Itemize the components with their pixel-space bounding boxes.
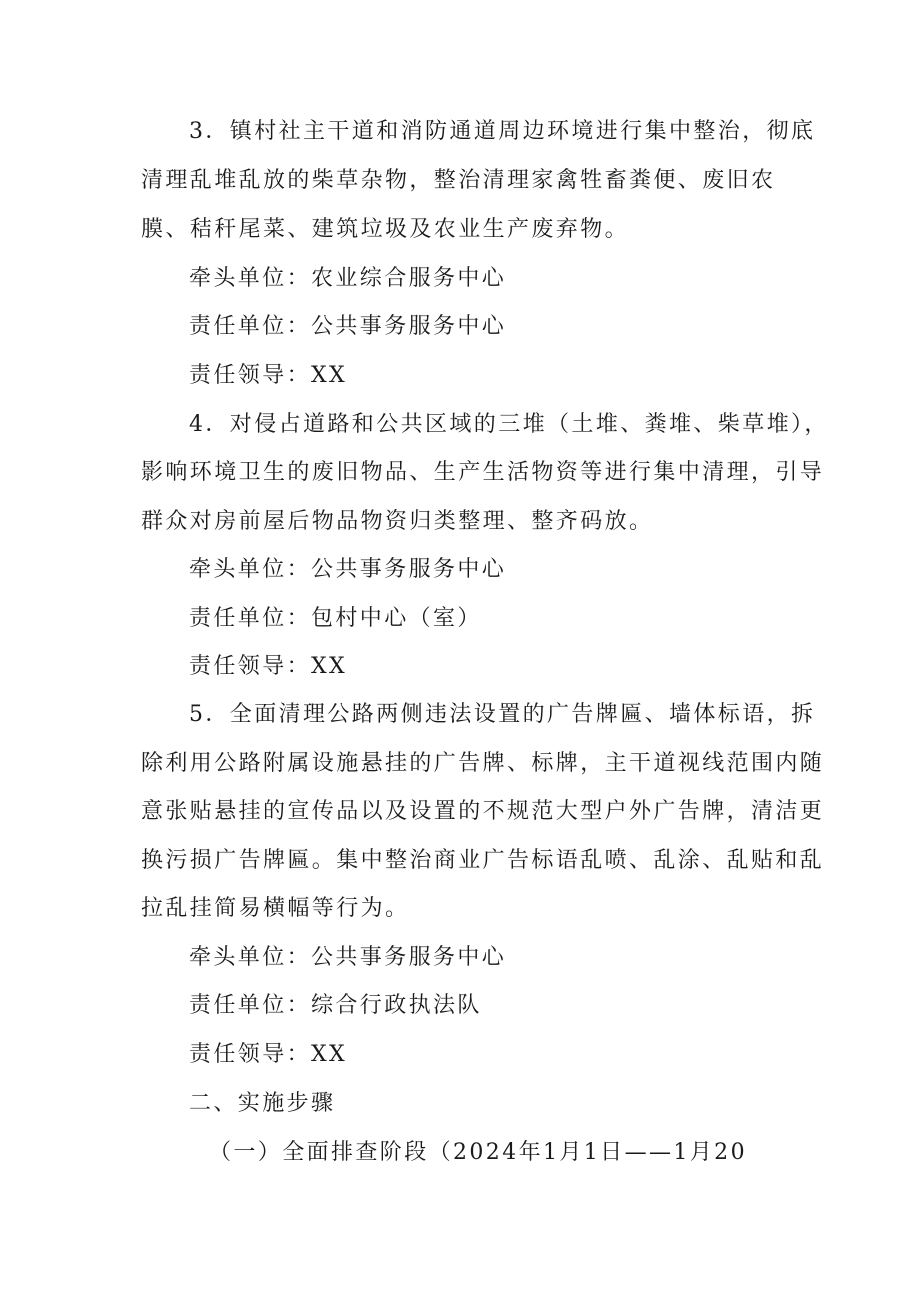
item-5-line-5: 拉乱挂简易横幅等行为。 <box>141 896 410 921</box>
section-heading: 二、实施步骤 <box>189 1091 336 1116</box>
item-5-line-2: 除利用公路附属设施悬挂的广告牌、标牌，主干道视线范围内随 <box>141 751 825 776</box>
item-3-resp-unit: 责任单位：公共事务服务中心 <box>189 314 507 339</box>
item-5-line-1: 5．全面清理公路两侧违法设置的广告牌匾、墙体标语，拆 <box>189 702 816 727</box>
item-3-resp-leader: 责任领导：XX <box>189 363 348 388</box>
item-3-line-3: 膜、秸秆尾菜、建筑垃圾及农业生产废弃物。 <box>141 217 630 242</box>
item-4-line-3: 群众对房前屋后物品物资归类整理、整齐码放。 <box>141 509 654 534</box>
item-5-line-4: 换污损广告牌匾。集中整治商业广告标语乱喷、乱涂、乱贴和乱 <box>141 848 825 873</box>
item-4-lead-unit: 牵头单位：公共事务服务中心 <box>189 557 507 582</box>
item-5-resp-leader: 责任领导：XX <box>189 1042 348 1067</box>
stage-subheading: （一）全面排查阶段（2024年1月1日——1月20 <box>209 1140 747 1165</box>
item-3-lead-unit: 牵头单位：农业综合服务中心 <box>189 266 507 291</box>
item-4-resp-unit: 责任单位：包村中心（室） <box>189 606 482 631</box>
item-3-line-2: 清理乱堆乱放的柴草杂物，整治清理家禽牲畜粪便、废旧农 <box>141 168 776 193</box>
item-4-resp-leader: 责任领导：XX <box>189 654 348 679</box>
item-4-line-1: 4．对侵占道路和公共区域的三堆（土堆、粪堆、柴草堆）， <box>189 412 829 437</box>
item-5-resp-unit: 责任单位：综合行政执法队 <box>189 993 482 1018</box>
item-4-line-2: 影响环境卫生的废旧物品、生产生活物资等进行集中清理，引导 <box>141 460 825 485</box>
item-3-line-1: 3．镇村社主干道和消防通道周边环境进行集中整治，彻底 <box>189 119 816 144</box>
item-5-line-3: 意张贴悬挂的宣传品以及设置的不规范大型户外广告牌，清洁更 <box>141 799 825 824</box>
item-5-lead-unit: 牵头单位：公共事务服务中心 <box>189 945 507 970</box>
